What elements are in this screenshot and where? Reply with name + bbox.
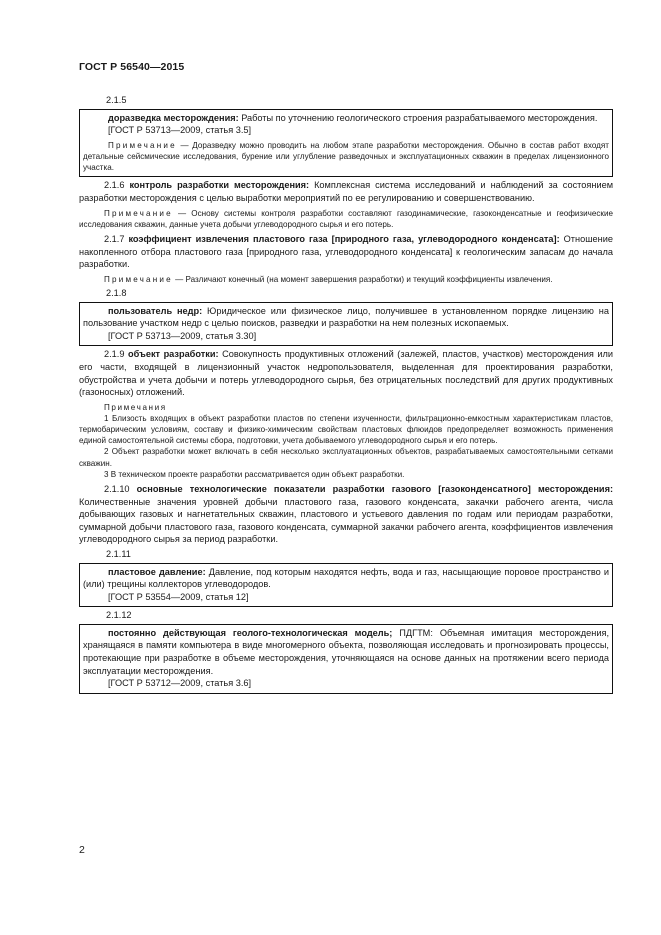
term: постоянно действующая геолого-технологическая модель; — [108, 627, 393, 638]
term-definition — [79, 179, 613, 204]
note-label: Примечание — [108, 140, 177, 150]
term-definition — [83, 627, 609, 677]
document-body — [79, 92, 613, 696]
definition: Комплексная система исследований и наблюдений за состоянием разработки месторождения с целью выработки мероприятий по ее регулированию и совершенствованию. — [79, 180, 614, 203]
term: пользователь недр: — [108, 305, 203, 316]
term-box — [79, 302, 613, 347]
entry-number: 2.1.11 — [106, 548, 131, 559]
term: контроль разработки месторождения: — [129, 180, 310, 191]
term: доразведка месторождения: — [108, 112, 239, 123]
term-definition — [79, 348, 613, 398]
term-box — [79, 109, 613, 178]
definition: Работы по уточнению геологического строения разрабатываемого месторождения. — [238, 112, 598, 123]
source-reference: [ГОСТ Р 53713—2009, статья 3.30] — [108, 330, 257, 341]
definition: Давление, под которым находятся нефть, вода и газ, насыщающие поровое пространство и (или) трещины коллекторов углеводородов. — [83, 566, 610, 590]
term: коэффициент извлечения пластового газа [природного газа, углеводородного конденсата]: — [128, 233, 560, 244]
note-text: — Различают конечный (на момент завершения разработки) и текущий коэффициенты извлечения. — [172, 274, 553, 284]
term-definition — [83, 305, 609, 330]
entry-number: 2.1.10 — [104, 483, 130, 494]
note-item: 2 Объект разработки может включать в себя несколько эксплуатационных объектов, разрабатываемых самостоятельными сетками скважин. — [79, 447, 613, 468]
entry-number: 2.1.9 — [104, 349, 125, 360]
note — [83, 140, 609, 174]
note — [79, 274, 613, 285]
definition: ПДГТМ: Объемная имитация месторождения, хранящаяся в памяти компьютера в виде многомерного объекта, позволяющая исследовать и прогнозировать процессы, протекающие при разработке в объеме месторождения, уточняющаяся на основе данных на протяжении всего периода эксплуатации месторождения. — [83, 627, 609, 676]
term-box — [79, 563, 613, 608]
term: пластовое давление: — [108, 566, 206, 577]
term-definition — [83, 112, 609, 125]
definition: Отношение накопленного отбора пластового газа [природного газа, углеводородного конденсата] к геологическим запасам до начала разработки. — [79, 233, 613, 270]
notes-heading: Примечания — [104, 402, 167, 412]
definition: Количественные значения уровней добычи пластового газа, газового конденсата, закачки рабочего агента, числа добывающих газовых и нагнетательных скважин, пластового и устьевого давления по годам или периодам разработки, суммарной добычи пластового газа, газового конденсата, суммарной закачки рабочего агента, коэффициентов извлечения углеводородного сырья за период разработки. — [79, 496, 613, 545]
term-box — [79, 624, 613, 694]
entry-number: 2.1.12 — [106, 610, 132, 621]
term-definition — [79, 483, 613, 546]
note-item: 3 В техническом проекте разработки рассматривается один объект разработки. — [104, 469, 405, 479]
note-item: 1 Близость входящих в объект разработки пластов по степени изученности, фильтрационно-емкостным характеристикам пластов, термобарическим условиям, составу и физико-химическим свойствам пластовых флюидов предопределяет возможность применения единой самостоятельной системы сбора, подготовки, учета добываемого углеводородного сырья и его потерь. — [79, 413, 613, 446]
standard-header: ГОСТ Р 56540—2015 — [79, 61, 185, 73]
term: объект разработки: — [127, 349, 219, 360]
note-label: Примечание — [104, 274, 173, 284]
entry-number: 2.1.5 — [106, 95, 127, 105]
definition: Юридическое или физическое лицо, получившее в установленном порядке лицензию на пользование участком недр с целью поисков, разведки и разработки на нем полезных ископаемых. — [83, 305, 609, 329]
entry-number: 2.1.6 — [104, 180, 125, 191]
note-text: — Доразведку можно проводить на любом этапе разработки месторождения. Обычно в состав работ входят детальные сейсмические исследования, бурение или углубление разведочных и эксплуатационных скважин в пределах лицензионного участка. — [83, 140, 609, 173]
source-reference: [ГОСТ Р 53712—2009, статья 3.6] — [108, 678, 252, 689]
note-label: Примечание — [104, 208, 173, 218]
definition: Совокупность продуктивных отложений (залежей, пластов, участков) месторождения или его части, входящей в лицензионный участок недропользователя, выделенная для проектирования разработки, обустройства и учета добычи и потерь углеводородного сырья, без отрицательных последствий для других продуктивных (газоносных) отложений. — [79, 349, 614, 398]
source-reference: [ГОСТ Р 53713—2009, статья 3.5] — [108, 125, 252, 136]
note — [79, 208, 613, 230]
page-number: 2 — [79, 844, 85, 856]
entry-number: 2.1.8 — [106, 287, 127, 298]
entry-number: 2.1.7 — [104, 233, 125, 244]
term-definition — [79, 233, 613, 271]
source-reference: [ГОСТ Р 53554—2009, статья 12] — [108, 591, 249, 602]
term-definition — [83, 566, 609, 591]
note-text: — Основу системы контроля разработки составляют газодинамические, газоконденсатные и геофизические исследования скважин, данные учета добычи углеводородного сырья и его потерь. — [79, 208, 613, 229]
term: основные технологические показатели разработки газового [газоконденсатного] месторождения: — [136, 483, 613, 494]
